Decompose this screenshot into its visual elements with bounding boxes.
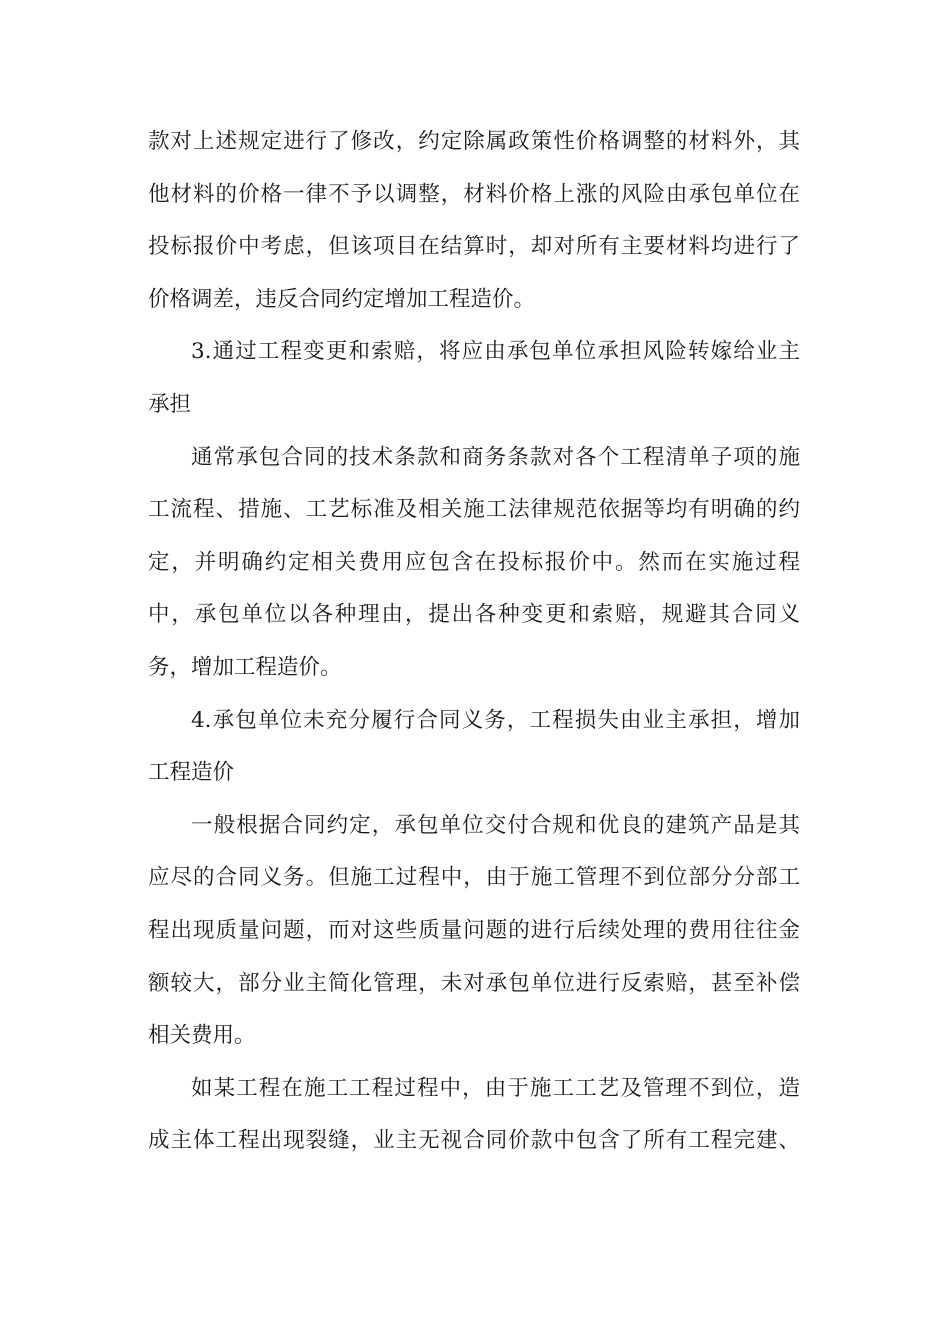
section-heading-line: 承担 — [148, 391, 192, 417]
text-line: 投标报价中考虑，但该项目在结算时，却对所有主要材料均进行了 — [148, 234, 800, 260]
text-line: 一般根据合同约定，承包单位交付合规和优良的建筑产品是其 — [191, 812, 800, 838]
text-line: 成主体工程出现裂缝，业主无视合同价款中包含了所有工程完建、 — [148, 1128, 800, 1154]
text-line: 中，承包单位以各种理由，提出各种变更和索赔，规避其合同义 — [148, 602, 800, 628]
section-heading-line: 3.通过工程变更和索赔，将应由承包单位承担风险转嫁给业主 — [191, 339, 800, 365]
text-line: 他材料的价格一律不予以调整，材料价格上涨的风险由承包单位在 — [148, 181, 800, 207]
text-line: 务，增加工程造价。 — [148, 654, 342, 680]
section-heading-line: 工程造价 — [148, 760, 235, 786]
section-heading-line: 4.承包单位未充分履行合同义务，工程损失由业主承担，增加 — [191, 707, 800, 733]
text-line: 额较大，部分业主简化管理，未对承包单位进行反索赔，甚至补偿 — [148, 970, 800, 996]
text-line: 相关费用。 — [148, 1023, 256, 1049]
text-line: 工流程、措施、工艺标准及相关施工法律规范依据等均有明确的约 — [148, 497, 800, 523]
text-line: 价格调差，违反合同约定增加工程造价。 — [148, 286, 536, 312]
text-line: 款对上述规定进行了修改，约定除属政策性价格调整的材料外，其 — [148, 129, 800, 154]
text-line: 程出现质量问题，而对这些质量问题的进行后续处理的费用往往金 — [148, 917, 800, 943]
text-line: 应尽的合同义务。但施工过程中，由于施工管理不到位部分分部工 — [148, 865, 800, 891]
document-body — [148, 116, 800, 1168]
text-line: 通常承包合同的技术条款和商务条款对各个工程清单子项的施 — [191, 444, 800, 470]
text-line: 定，并明确约定相关费用应包含在投标报价中。然而在实施过程 — [148, 549, 800, 575]
text-line: 如某工程在施工工程过程中，由于施工工艺及管理不到位，造 — [191, 1075, 800, 1101]
